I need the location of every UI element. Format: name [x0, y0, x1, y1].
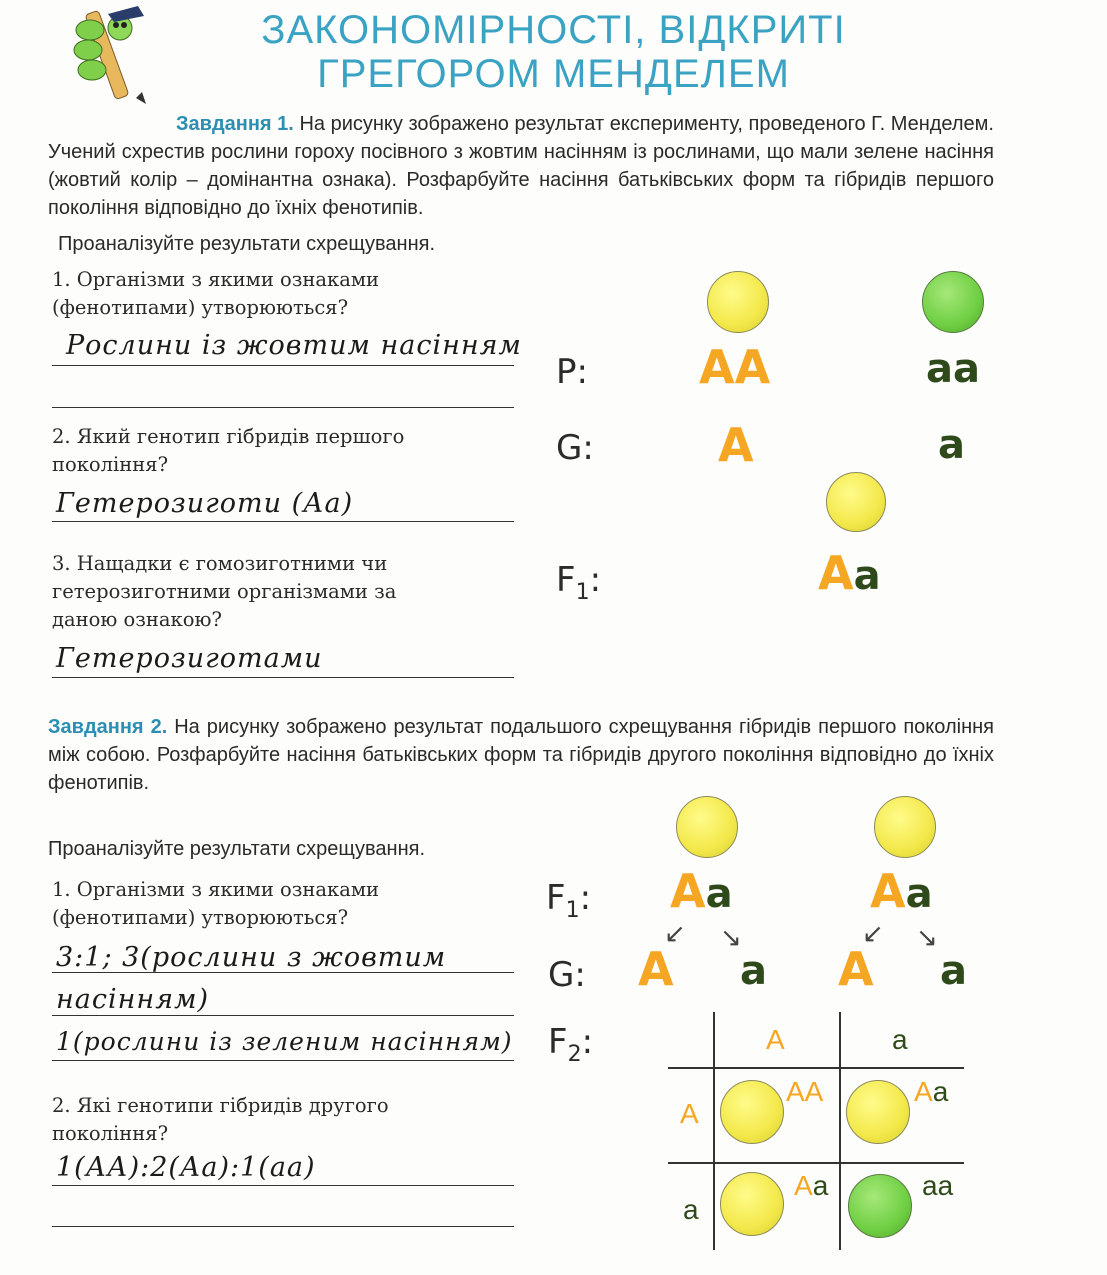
- task2-instructions: [48, 713, 994, 797]
- answer-line: [52, 1226, 514, 1227]
- task1-q1-answer: Рослини із жовтим насінням: [66, 330, 522, 361]
- task2-text: На рисунку зображено результат подальшого схрещування гібридів першого покоління між собою. Розфарбуйте насіння батьківських форм та гібридів другого покоління відповідно до їхніх фенотипів.: [48, 716, 994, 794]
- seed-yellow-aa-het-2: [720, 1172, 784, 1236]
- cell-rec: a: [932, 1076, 949, 1107]
- task1-q2-answer: Гетерозиготи (Аа): [56, 488, 354, 519]
- task1-q1: [52, 266, 379, 322]
- task1-q3-line2: гетерозиготними організмами за: [52, 580, 397, 603]
- label-f1-task2: [546, 878, 591, 923]
- gamete-left: A: [718, 418, 754, 472]
- task2-q2-line1: 2. Які генотипи гібридів другого: [52, 1094, 389, 1117]
- punnett-cell-genotype: aa: [922, 1170, 954, 1201]
- answer-line: [52, 521, 514, 522]
- punnett-col-header: A: [766, 1024, 785, 1055]
- grid-line-horizontal: [668, 1162, 964, 1164]
- task2-heading: Завдання 2.: [48, 716, 168, 738]
- task2-q1-answer-3: 1(рослини із зеленим насінням): [56, 1027, 513, 1056]
- genotype-f1-parent-left: [670, 864, 733, 918]
- task2-q1-answer-1: 3:1; 3(рослини з жовтим: [56, 942, 447, 973]
- task1-q1-line1: 1. Організми з якими ознаками: [52, 268, 380, 291]
- genotype-f1-dom: A: [818, 546, 854, 600]
- task1-heading: Завдання 1.: [176, 113, 294, 135]
- task1-q3: [52, 550, 396, 634]
- answer-line: [52, 1015, 514, 1016]
- label-f1-task2-letter: F: [546, 878, 566, 918]
- cell-dom: A: [794, 1170, 813, 1201]
- page-title: [0, 8, 1107, 96]
- task1-q2-line1: 2. Який генотип гібридів першого: [52, 425, 405, 448]
- title-line-2: ГРЕГОРОМ МЕНДЕЛЕМ: [317, 52, 790, 96]
- punnett-col-header: a: [892, 1024, 908, 1055]
- answer-line: [52, 972, 514, 973]
- label-f1-task2-sub: 1: [565, 897, 580, 923]
- punnett-cell-genotype: [794, 1170, 828, 1202]
- grid-line-vertical: [713, 1012, 715, 1250]
- seed-yellow-f1-right: [874, 796, 936, 858]
- parent-left-rec: a: [705, 871, 733, 917]
- punnett-cell-genotype: AA: [786, 1076, 824, 1107]
- task2-q1-line2: (фенотипами) утворюються?: [52, 906, 349, 929]
- title-line-1: ЗАКОНОМІРНОСТІ, ВІДКРИТІ: [261, 8, 846, 52]
- task1-q2-line2: покоління?: [52, 453, 169, 476]
- genotype-f1-parent-right: [870, 864, 933, 918]
- task1-q3-line1: 3. Нащадки є гомозиготними чи: [52, 552, 388, 575]
- task1-q3-line3: даною ознакою?: [52, 608, 222, 631]
- label-f1: [556, 560, 601, 605]
- cell-dom: A: [914, 1076, 933, 1107]
- arrow-down-left-icon: ↙: [664, 918, 686, 948]
- parent-right-dom: A: [870, 864, 906, 918]
- cell-rec: a: [812, 1170, 829, 1201]
- seed-yellow-f1-left: [676, 796, 738, 858]
- genotype-f1: [818, 546, 881, 600]
- task1-q1-line2: (фенотипами) утворюються?: [52, 296, 349, 319]
- label-f1-letter: F: [556, 560, 576, 600]
- task2-q1-line1: 1. Організми з якими ознаками: [52, 878, 380, 901]
- genotype-p-left: AA: [699, 340, 771, 394]
- seed-yellow-aa-het: [846, 1080, 910, 1144]
- task1-instructions: [48, 110, 994, 222]
- label-f1-task2-colon: :: [579, 878, 592, 918]
- label-f2-letter: F: [548, 1022, 568, 1062]
- label-g-task2: G:: [548, 955, 586, 995]
- seed-yellow-parent: [707, 271, 769, 333]
- task1-q3-answer: Гетерозиготами: [56, 643, 323, 674]
- label-g: G:: [556, 428, 594, 468]
- task2-q2-answer: 1(АА):2(Аа):1(аа): [56, 1152, 316, 1183]
- gamete-rec-2: a: [940, 948, 967, 994]
- arrow-down-right-icon: ↘: [720, 922, 742, 952]
- task2-q1-answer-2: насінням): [56, 984, 210, 1015]
- seed-green-parent: [922, 271, 984, 333]
- task1-q2: [52, 423, 404, 479]
- task2-prompt: Проаналізуйте результати схрещування.: [48, 838, 426, 860]
- arrow-down-left-icon: ↙: [862, 918, 884, 948]
- seed-green-aa: [848, 1174, 912, 1238]
- answer-line: [52, 365, 514, 366]
- gamete-rec-1: a: [740, 948, 767, 994]
- parent-left-dom: A: [670, 864, 706, 918]
- answer-line: [52, 407, 514, 408]
- label-f1-sub: 1: [575, 579, 590, 605]
- task1-text: На рисунку зображено результат експерименту, проведеного Г. Менделем. Учений схрестив рослини гороху посівного з жовтим насінням із рослинами, що мали зелене насіння (жовтий колір – домінантна ознака). Розфарбуйте насіння батьківських форм та гібридів першого покоління відповідно до їхніх фенотипів.: [48, 113, 994, 219]
- punnett-cell-genotype: [914, 1076, 948, 1108]
- arrow-down-right-icon: ↘: [916, 922, 938, 952]
- genotype-p-right: aa: [926, 346, 980, 392]
- answer-line: [52, 1185, 514, 1186]
- answer-line: [52, 677, 514, 678]
- task2-q1: [52, 876, 379, 932]
- label-p: P:: [556, 352, 588, 392]
- grid-line-vertical: [839, 1012, 841, 1250]
- task2-q2: [52, 1092, 389, 1148]
- seed-yellow-f1: [826, 472, 886, 532]
- punnett-row-header: a: [683, 1194, 699, 1225]
- task1-prompt: Проаналізуйте результати схрещування.: [58, 233, 436, 255]
- genotype-f1-rec: a: [853, 553, 881, 599]
- label-f2-colon: :: [581, 1022, 594, 1062]
- answer-line: [52, 1060, 514, 1061]
- task2-q2-line2: покоління?: [52, 1122, 169, 1145]
- parent-right-rec: a: [905, 871, 933, 917]
- label-f1-colon: :: [589, 560, 602, 600]
- gamete-dom-1: A: [638, 942, 674, 996]
- label-f2-sub: 2: [567, 1041, 582, 1067]
- gamete-dom-2: A: [838, 942, 874, 996]
- punnett-row-header: A: [680, 1098, 699, 1129]
- grid-line-horizontal: [668, 1067, 964, 1069]
- gamete-right: a: [938, 422, 965, 468]
- seed-yellow-aa: [720, 1080, 784, 1144]
- label-f2: [548, 1022, 593, 1067]
